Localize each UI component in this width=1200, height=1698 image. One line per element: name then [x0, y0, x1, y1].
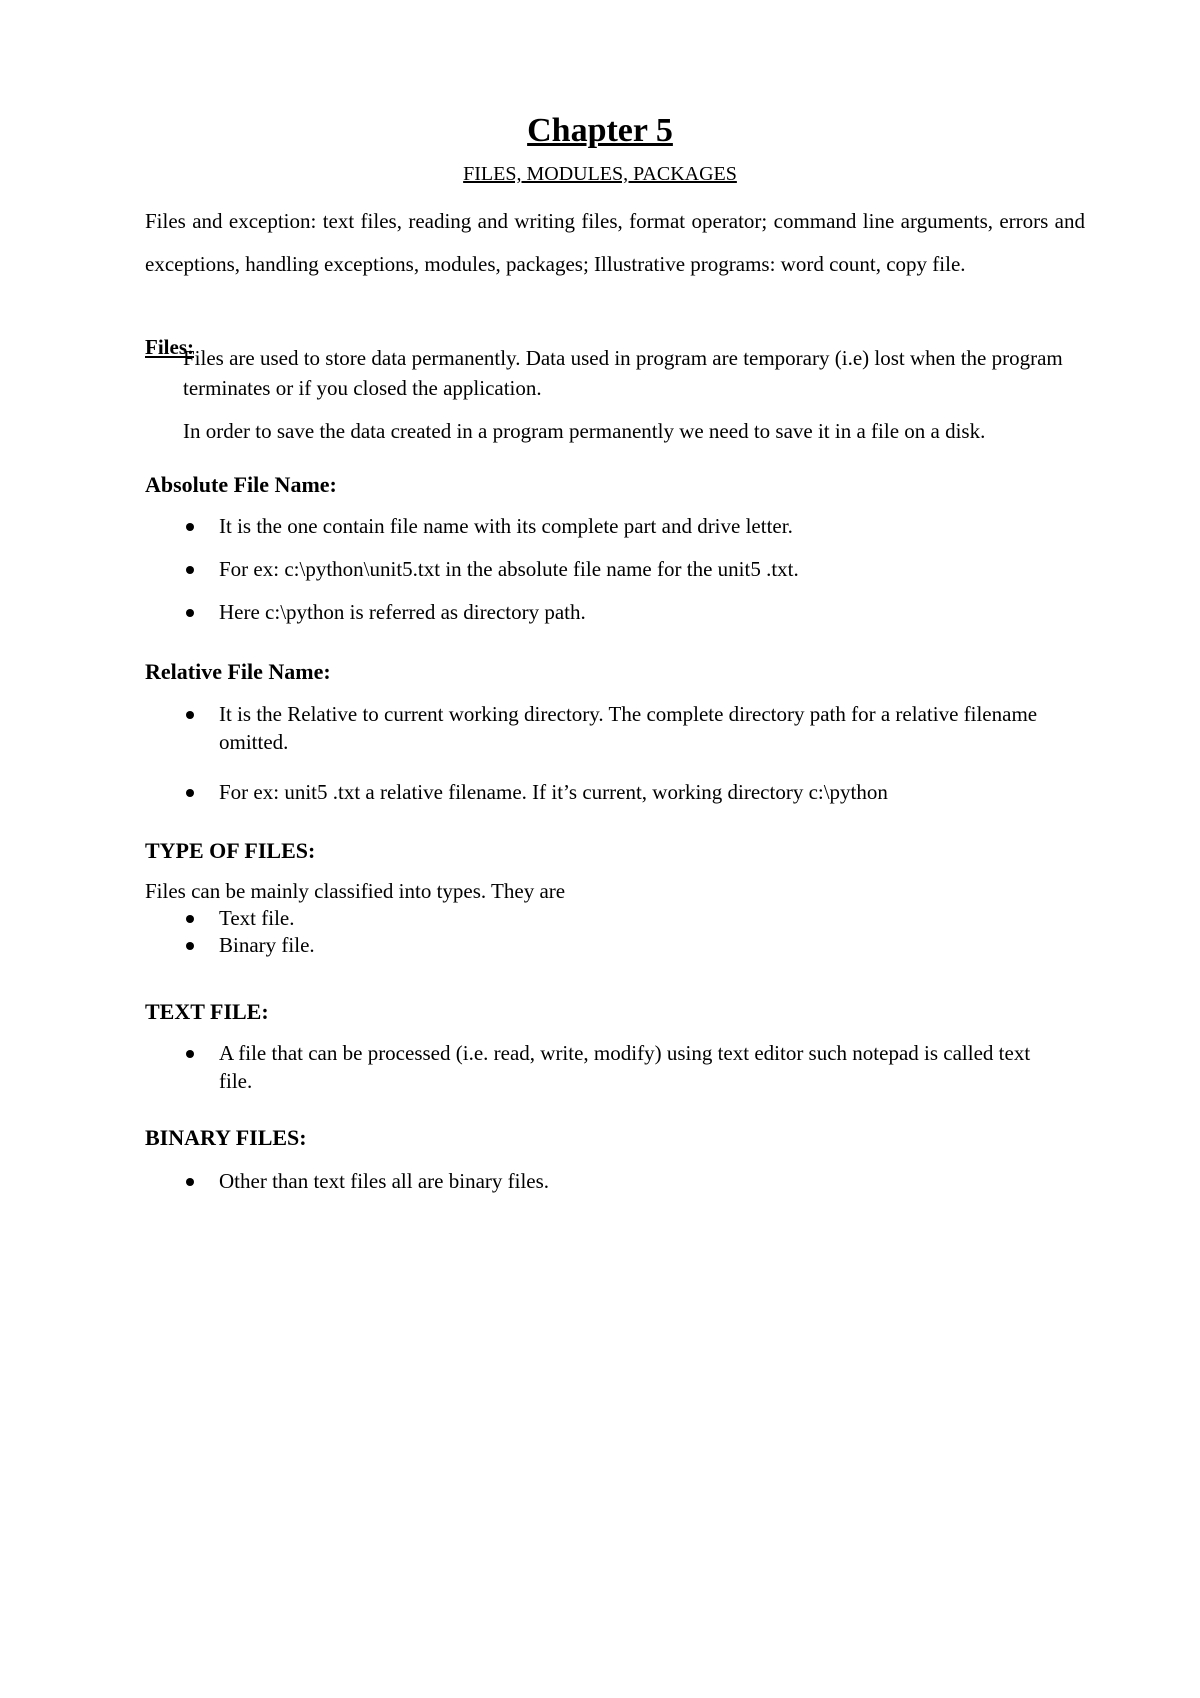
files-paragraph-2: In order to save the data created in a program permanently we need to save it in a file on a disk. — [183, 419, 986, 443]
list-item — [183, 512, 1083, 540]
list-item-text: For ex: c:\python\unit5.txt in the absolute file name for the unit5 .txt. — [219, 557, 799, 581]
relative-file-name-heading: Relative File Name: — [145, 659, 331, 684]
list-item-text: Here c:\python is referred as directory path. — [219, 600, 586, 624]
list-item — [183, 1039, 1043, 1095]
list-item — [183, 931, 1083, 959]
list-item — [183, 778, 1083, 806]
list-item — [183, 700, 1083, 756]
list-item — [183, 904, 1083, 932]
list-item-text: It is the one contain file name with its complete part and drive letter. — [219, 514, 793, 538]
bullet-icon — [186, 942, 194, 950]
bullet-icon — [186, 1178, 194, 1186]
list-item-text: It is the Relative to current working directory. The complete directory path for a relative filename omitted. — [219, 702, 1038, 754]
list-item-text: Text file. — [219, 906, 295, 930]
chapter-subtitle: FILES, MODULES, PACKAGES — [463, 163, 737, 185]
files-heading: Files: — [145, 335, 194, 359]
list-item — [183, 555, 1083, 583]
bullet-icon — [186, 915, 194, 923]
files-paragraph-1: Files are used to store data permanently. Data used in program are temporary (i.e) lost when the program terminates or if you closed the application. — [183, 346, 1063, 400]
bullet-icon — [186, 566, 194, 574]
bullet-icon — [186, 523, 194, 531]
bullet-icon — [186, 711, 194, 719]
type-of-files-heading: TYPE OF FILES: — [145, 838, 316, 863]
binary-files-heading: BINARY FILES: — [145, 1125, 307, 1150]
bullet-icon — [186, 609, 194, 617]
list-item-text: For ex: unit5 .txt a relative filename. If it’s current, working directory c:\python — [219, 780, 888, 804]
list-item — [183, 598, 1083, 626]
absolute-file-name-heading: Absolute File Name: — [145, 472, 337, 497]
chapter-title: Chapter 5 — [527, 112, 673, 149]
list-item-text: A file that can be processed (i.e. read, write, modify) using text editor such notepad is called text file. — [219, 1041, 1031, 1093]
type-of-files-intro: Files can be mainly classified into types. They are — [145, 879, 566, 903]
list-item — [183, 1167, 1083, 1195]
bullet-icon — [186, 1050, 194, 1058]
bullet-icon — [186, 789, 194, 797]
list-item-text: Other than text files all are binary files. — [219, 1169, 550, 1193]
text-file-heading: TEXT FILE: — [145, 999, 269, 1024]
list-item-text: Binary file. — [219, 933, 315, 957]
intro-paragraph: Files and exception: text files, reading and writing files, format operator; command line arguments, errors and exceptions, handling exceptions, modules, packages; Illustrative programs: word count, copy file. — [145, 209, 1085, 276]
